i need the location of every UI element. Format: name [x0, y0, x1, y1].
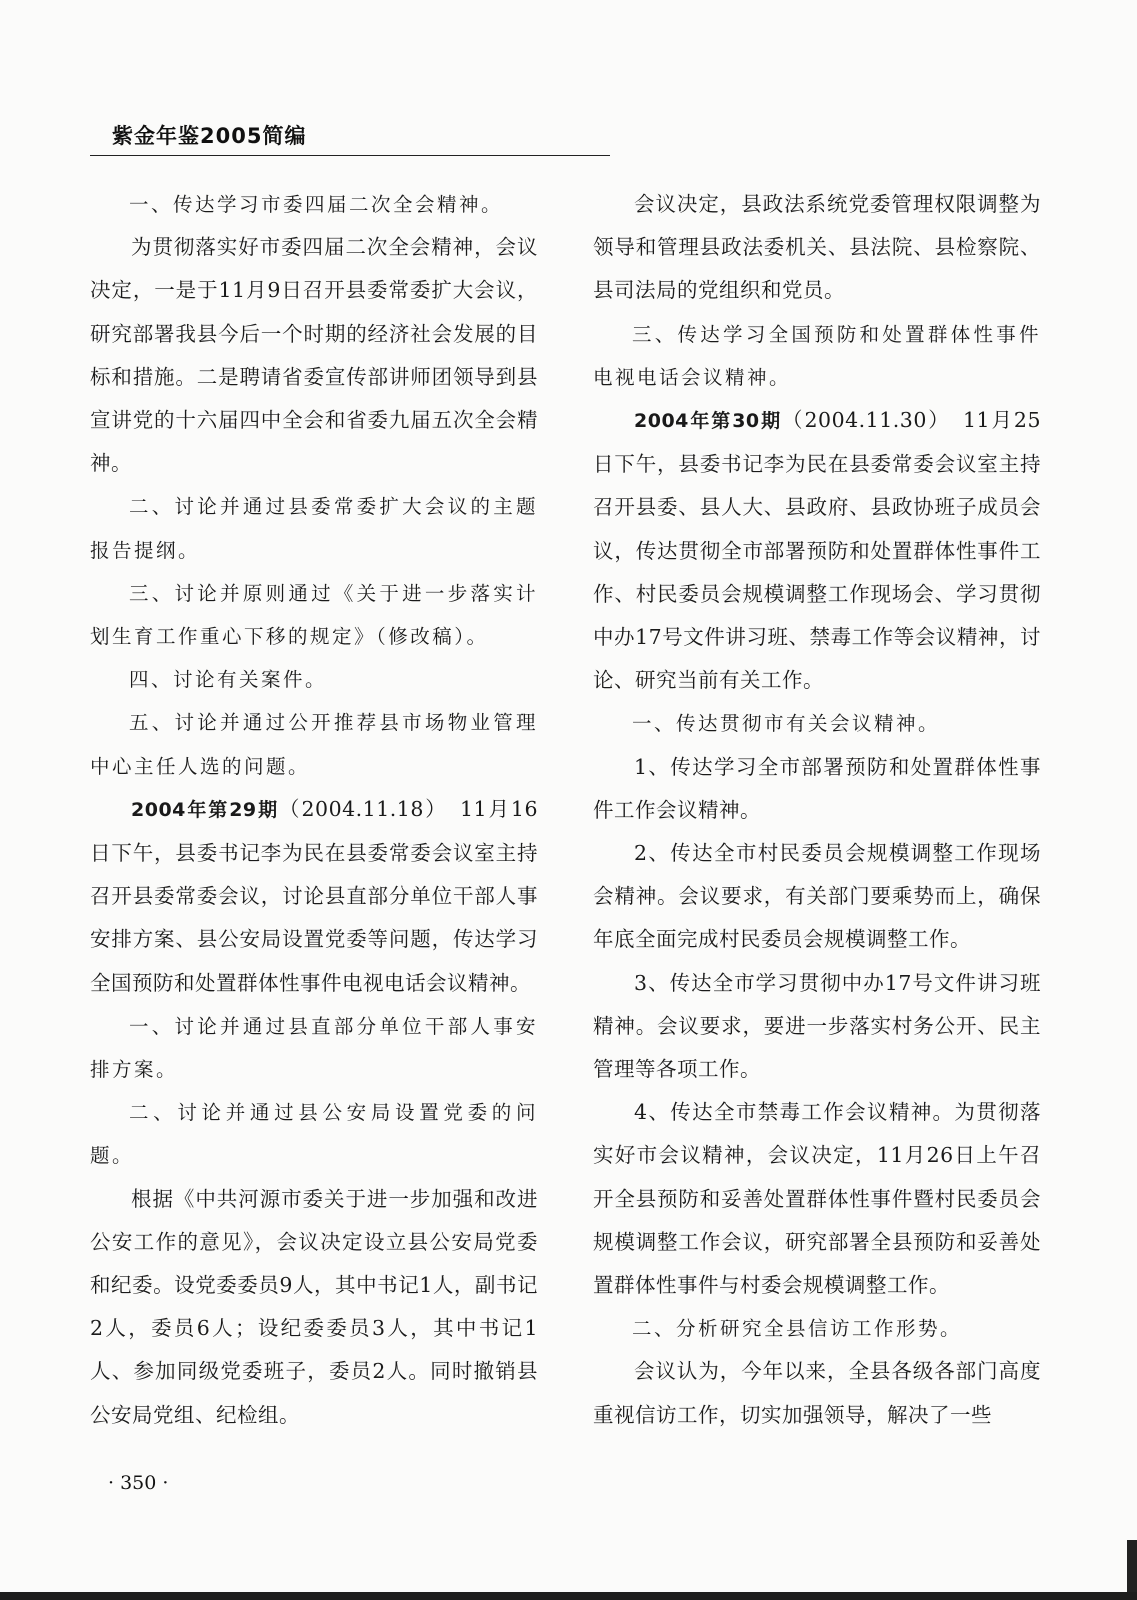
running-header-title: 紫金年鉴2005简编: [112, 124, 307, 148]
section-heading: 三、讨论并原则通过《关于进一步落实计划生育工作重心下移的规定》（修改稿）。: [90, 581, 538, 649]
section-heading: 四、讨论有关案件。: [129, 668, 328, 692]
scan-bottom-strip: [0, 1592, 1137, 1600]
issue-entry: [90, 788, 538, 1005]
paragraph: 会议认为，今年以来，全县各级各部门高度重视信访工作，切实加强领导，解决了一些: [593, 1359, 1041, 1427]
issue-label: 2004年第30期: [634, 410, 783, 433]
paragraph: 4、传达全市禁毒工作会议精神。为贯彻落实好市会议精神，会议决定，11月26日上午召开全县预防和妥善处置群体性事件暨村民委员会规模调整工作会议，研究部署全县预防和妥善处置群体性事件与村委会规模调整工作。: [593, 1100, 1041, 1298]
section-heading: 二、分析研究全县信访工作形势。: [632, 1317, 963, 1341]
issue-entry: [593, 399, 1041, 702]
section-heading: 五、讨论并通过公开推荐县市场物业管理中心主任人选的问题。: [90, 711, 538, 778]
issue-text: （2004.11.30） 11月25日下午，县委书记李为民在县委常委会议室主持召开县委、县人大、县政府、县政协班子成员会议，传达贯彻全市部署预防和处置群体性事件工作、村民委员会规模调整工作现场会、学习贯彻中办17号文件讲习班、禁毒工作等会议精神，讨论、研究当前有关工作。: [593, 408, 1042, 693]
paragraph: 2、传达全市村民委员会规模调整工作现场会精神。会议要求，有关部门要乘势而上，确保年底全面完成村民委员会规模调整工作。: [593, 841, 1041, 952]
paragraph: 3、传达全市学习贯彻中办17号文件讲习班精神。会议要求，要进一步落实村务公开、民主管理等各项工作。: [593, 970, 1041, 1082]
paragraph: 根据《中共河源市委关于进一步加强和改进公安工作的意见》，会议决定设立县公安局党委和纪委。设党委委员9人，其中书记1人，副书记2人，委员6人；设纪委委员3人，其中书记1人、参加同级党委班子，委员2人。同时撤销县公安局党组、纪检组。: [90, 1186, 538, 1427]
section-heading: 一、讨论并通过县直部分单位干部人事安排方案。: [90, 1014, 538, 1082]
left-column: [90, 183, 538, 1437]
paragraph: 会议决定，县政法系统党委管理权限调整为领导和管理县政法委机关、县法院、县检察院、县司法局的党组织和党员。: [593, 192, 1041, 303]
section-heading: 三、传达学习全国预防和处置群体性事件电视电话会议精神。: [593, 322, 1041, 389]
section-heading: 一、传达贯彻市有关会议精神。: [632, 712, 941, 736]
paragraph: 为贯彻落实好市委四届二次全会精神，会议决定，一是于11月9日召开县委常委扩大会议，研究部署我县今后一个时期的经济社会发展的目标和措施。二是聘请省委宣传部讲师团领导到县宣讲党的十六届四中全会和省委九届五次全会精神。: [90, 235, 538, 476]
right-column: [593, 183, 1041, 1437]
section-heading: 一、传达学习市委四届二次全会精神。: [129, 193, 504, 216]
page-number: · 350 ·: [108, 1472, 169, 1494]
scan-edge-mark: [1127, 1540, 1137, 1600]
issue-label: 2004年第29期: [131, 798, 280, 821]
issue-text: （2004.11.18） 11月16日下午，县委书记李为民在县委常委会议室主持召开县委常委会议，讨论县直部分单位干部人事安排方案、县公安局设置党委等问题，传达学习全国预防和处置群体性事件电视电话会议精神。: [90, 796, 539, 995]
section-heading: 二、讨论并通过县公安局设置党委的问题。: [90, 1101, 538, 1168]
paragraph: 1、传达学习全市部署预防和处置群体性事件工作会议精神。: [593, 754, 1041, 822]
section-heading: 二、讨论并通过县委常委扩大会议的主题报告提纲。: [90, 495, 538, 562]
header-rule: [90, 155, 610, 156]
